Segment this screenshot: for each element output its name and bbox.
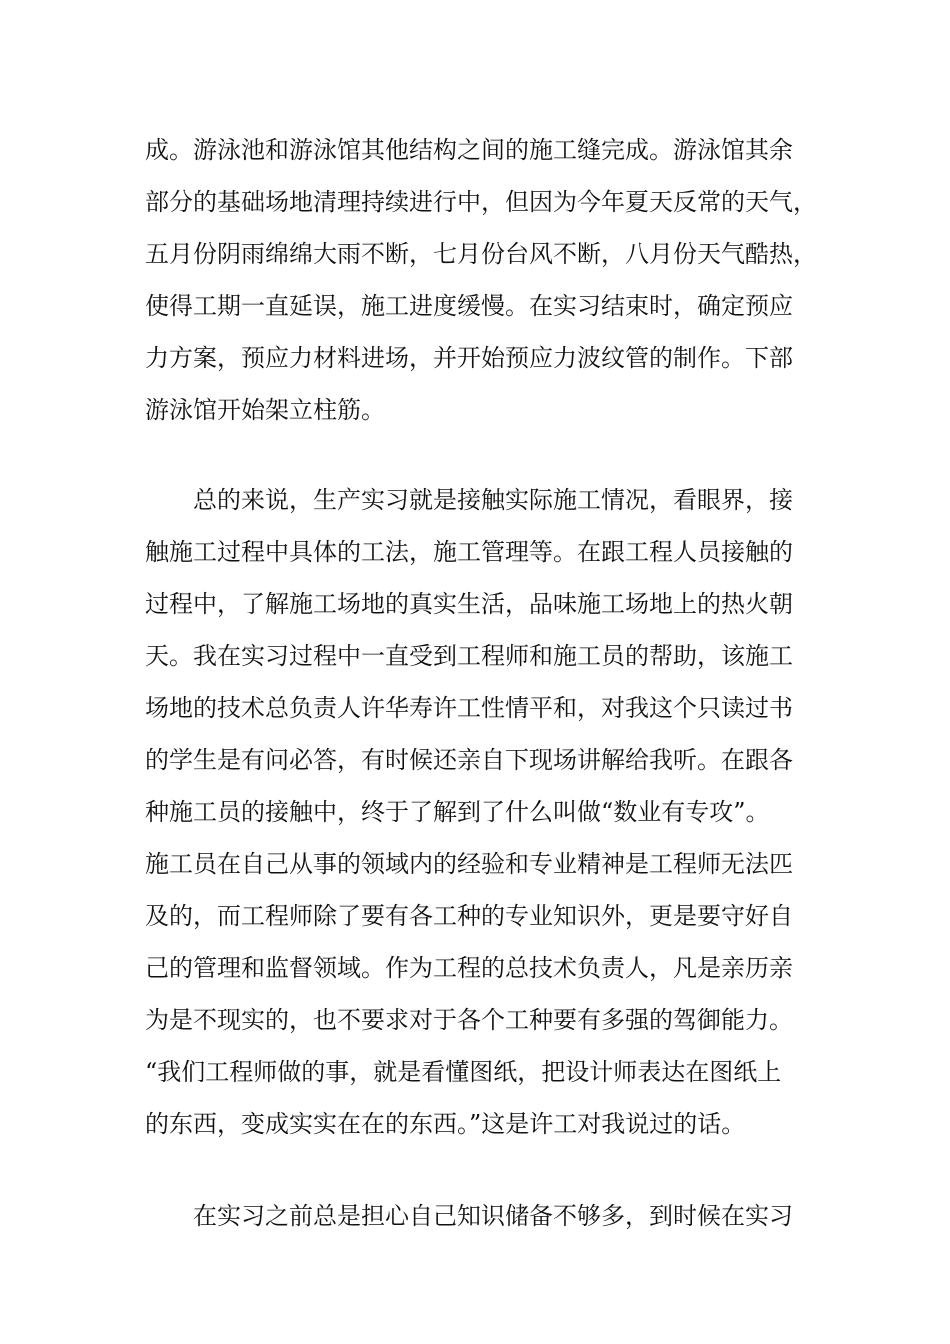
text-line: 及的，而工程师除了要有各工种的专业知识外，更是要守好自 <box>145 902 793 930</box>
text-line: 五月份阴雨绵绵大雨不断，七月份台风不断，八月份天气酷热， <box>145 240 817 268</box>
text-line: 施工员在自己从事的领域内的经验和专业精神是工程师无法匹 <box>145 850 793 878</box>
text-line: 使得工期一直延误，施工进度缓慢。在实习结束时，确定预应 <box>145 292 793 320</box>
text-line: 力方案，预应力材料进场，并开始预应力波纹管的制作。下部 <box>145 344 793 372</box>
text-line: 总的来说，生产实习就是接触实际施工情况，看眼界，接 <box>193 486 793 514</box>
text-line: 过程中，了解施工场地的真实生活，品味施工场地上的热火朝 <box>145 590 793 618</box>
text-line: 触施工过程中具体的工法，施工管理等。在跟工程人员接触的 <box>145 538 793 566</box>
text-line: 场地的技术总负责人许华寿许工性情平和，对我这个只读过书 <box>145 694 793 722</box>
text-line: 天。我在实习过程中一直受到工程师和施工员的帮助，该施工 <box>145 642 793 670</box>
text-line: 游泳馆开始架立柱筋。 <box>145 396 385 424</box>
text-line: 种施工员的接触中，终于了解到了什么叫做“数业有专攻”。 <box>145 798 770 826</box>
text-line: 成。游泳池和游泳馆其他结构之间的施工缝完成。游泳馆其余 <box>145 136 793 164</box>
text-line: 为是不现实的，也不要求对于各个工种要有多强的驾御能力。 <box>145 1006 793 1034</box>
text-line: “我们工程师做的事，就是看懂图纸，把设计师表达在图纸上 <box>145 1058 782 1086</box>
text-line: 在实习之前总是担心自己知识储备不够多，到时候在实习 <box>193 1202 793 1230</box>
text-line: 己的管理和监督领域。作为工程的总技术负责人，凡是亲历亲 <box>145 954 793 982</box>
text-line: 部分的基础场地清理持续进行中，但因为今年夏天反常的天气， <box>145 188 817 216</box>
text-line: 的学生是有问必答，有时候还亲自下现场讲解给我听。在跟各 <box>145 746 793 774</box>
text-line: 的东西，变成实实在在的东西。”这是许工对我说过的话。 <box>145 1110 746 1138</box>
